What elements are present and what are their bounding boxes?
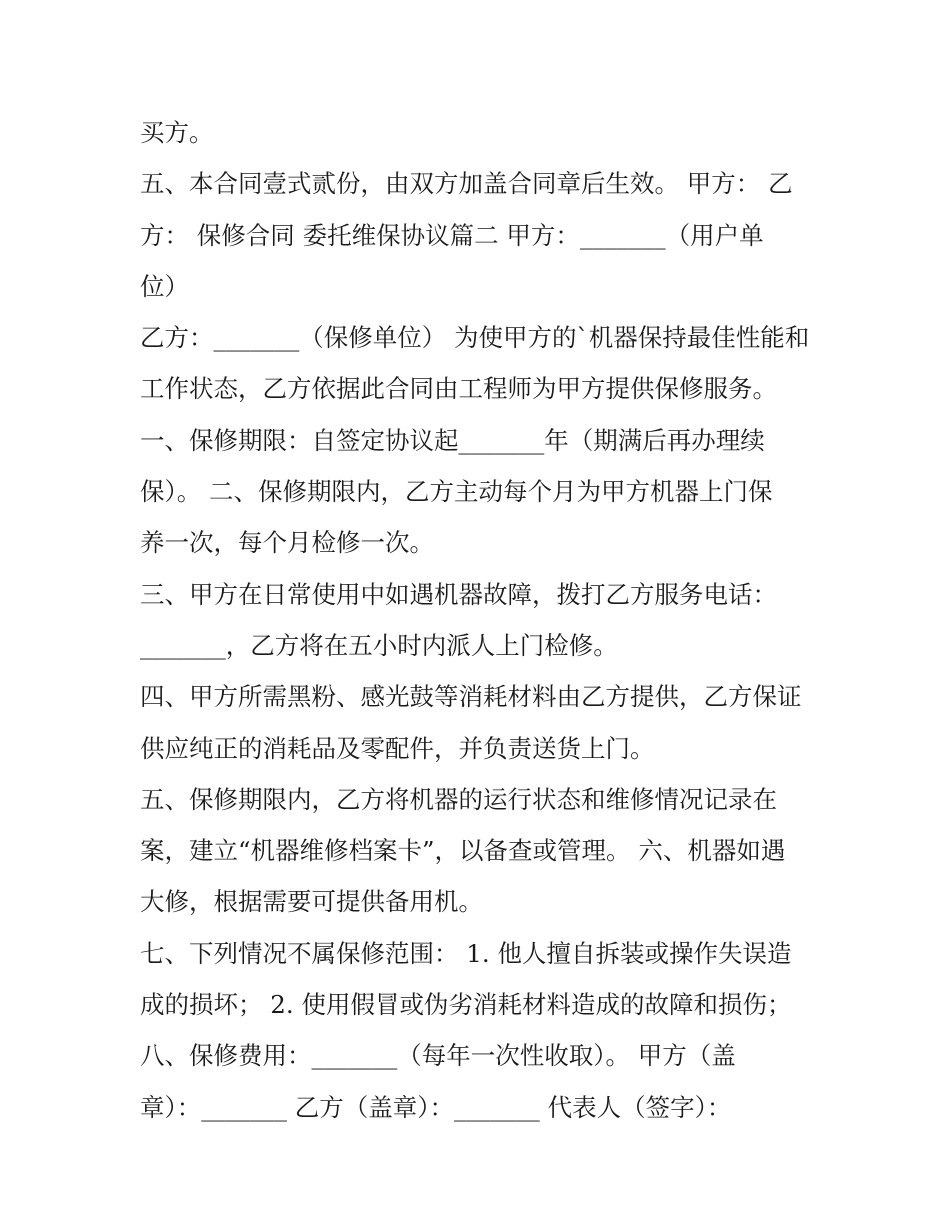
text-line: 案，建立“机器维修档案卡”，以备查或管理。 六、机器如遇 <box>140 836 786 866</box>
text-line: 七、下列情况不属保修范围： 1. 他人擅自拆装或操作失误造 <box>140 938 792 968</box>
text-line: 成的损坏； 2. 使用假冒或伪劣消耗材料造成的故障和损伤； <box>140 990 792 1020</box>
text-line: 一、保修期限：自签定协议起_______年（期满后再办理续 <box>140 425 765 455</box>
text-line: 买方。 <box>140 118 214 147</box>
text-line: 五、本合同壹式贰份，由双方加盖合同章后生效。 甲方： 乙 <box>140 169 793 199</box>
text-line: 保）。 二、保修期限内，乙方主动每个月为甲方机器上门保 <box>140 477 773 507</box>
text-line: 供应纯正的消耗品及零配件，并负责送货上门。 <box>140 733 655 763</box>
text-line: 三、甲方在日常使用中如遇机器故障，拨打乙方服务电话： <box>140 579 777 609</box>
text-line: 八、保修费用：_______（每年一次性收取）。 甲方（盖 <box>140 1041 736 1071</box>
document-body <box>140 107 820 1133</box>
text-line: 方： 保修合同 委托维保协议篇二 甲方：_______（用户单 <box>140 220 764 250</box>
text-line: _______，乙方将在五小时内派人上门检修。 <box>140 630 618 660</box>
text-line: 五、保修期限内，乙方将机器的运行状态和维修情况记录在 <box>140 784 777 814</box>
text-line: 大修，根据需要可提供备用机。 <box>140 887 483 917</box>
text-line: 位） <box>140 271 189 301</box>
text-line: 四、甲方所需黑粉、感光鼓等消耗材料由乙方提供，乙方保证 <box>140 682 802 712</box>
text-line: 章）：_______ 乙方（盖章）：_______ 代表人（签字）： <box>140 1092 732 1122</box>
text-line: 乙方：_______（保修单位） 为使甲方的`机器保持最佳性能和 <box>140 323 810 353</box>
text-line: 养一次，每个月检修一次。 <box>140 528 434 558</box>
text-line: 工作状态，乙方依据此合同由工程师为甲方提供保修服务。 <box>140 374 777 404</box>
